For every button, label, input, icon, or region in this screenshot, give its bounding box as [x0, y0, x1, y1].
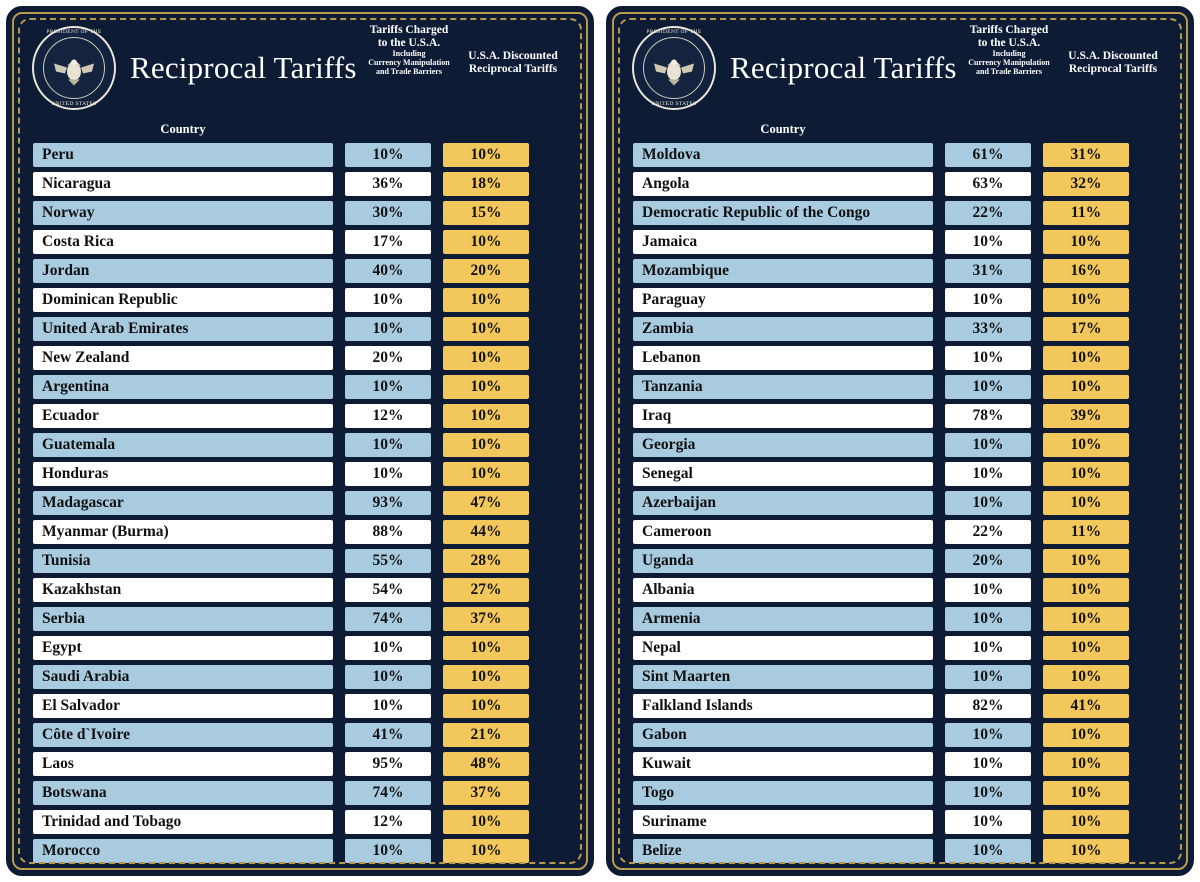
seal-top-text: PRESIDENT OF THE: [646, 29, 702, 35]
right-panel-header: [622, 18, 1178, 130]
charged-tariff-cell: 10%: [944, 606, 1032, 632]
discounted-tariff-cell: 11%: [1042, 200, 1130, 226]
table-row: [632, 258, 1168, 284]
discounted-line1: U.S.A. Discounted: [468, 49, 558, 62]
table-row: [632, 519, 1168, 545]
charged-tariff-cell: 10%: [944, 229, 1032, 255]
table-row: [32, 403, 568, 429]
charged-line3: Including: [392, 48, 426, 58]
table-row: [32, 316, 568, 342]
charged-tariff-cell: 10%: [344, 693, 432, 719]
charged-tariff-cell: 95%: [344, 751, 432, 777]
charged-tariff-cell: 10%: [344, 287, 432, 313]
table-row: [632, 809, 1168, 835]
discounted-tariff-cell: 10%: [442, 403, 530, 429]
discounted-tariff-cell: 37%: [442, 606, 530, 632]
table-row: [32, 809, 568, 835]
table-row: [632, 664, 1168, 690]
discounted-tariff-cell: 10%: [1042, 229, 1130, 255]
table-row: [632, 171, 1168, 197]
country-cell: Tanzania: [632, 374, 934, 400]
country-cell: Costa Rica: [32, 229, 334, 255]
discounted-tariff-cell: 27%: [442, 577, 530, 603]
discounted-tariff-cell: 10%: [1042, 635, 1130, 661]
discounted-tariff-cell: 10%: [442, 316, 530, 342]
country-cell: Armenia: [632, 606, 934, 632]
country-cell: Nicaragua: [32, 171, 334, 197]
table-row: [632, 838, 1168, 864]
discounted-tariff-cell: 10%: [1042, 432, 1130, 458]
discounted-tariff-cell: 32%: [1042, 171, 1130, 197]
charged-tariff-cell: 10%: [944, 461, 1032, 487]
discounted-tariff-cell: 15%: [442, 200, 530, 226]
table-row: [32, 519, 568, 545]
country-cell: Azerbaijan: [632, 490, 934, 516]
charged-tariff-cell: 10%: [944, 780, 1032, 806]
charged-tariff-cell: 10%: [344, 432, 432, 458]
country-cell: Dominican Republic: [32, 287, 334, 313]
discounted-tariff-cell: 10%: [1042, 664, 1130, 690]
table-row: [32, 635, 568, 661]
right-panel: [600, 0, 1200, 882]
charged-tariff-cell: 10%: [344, 838, 432, 864]
charged-tariff-cell: 61%: [944, 142, 1032, 168]
charged-tariff-cell: 63%: [944, 171, 1032, 197]
country-cell: Jordan: [32, 258, 334, 284]
charged-line5: and Trade Barriers: [976, 66, 1042, 76]
charged-tariff-cell: 10%: [944, 287, 1032, 313]
country-cell: Falkland Islands: [632, 693, 934, 719]
discounted-tariff-cell: 10%: [1042, 606, 1130, 632]
country-cell: New Zealand: [32, 345, 334, 371]
table-row: [632, 142, 1168, 168]
table-row: [32, 258, 568, 284]
charged-tariff-cell: 10%: [344, 374, 432, 400]
discounted-tariff-cell: 10%: [1042, 577, 1130, 603]
charged-tariff-cell: 10%: [944, 664, 1032, 690]
table-row: [32, 461, 568, 487]
table-row: [32, 838, 568, 864]
charged-line4: Currency Manipulation: [968, 57, 1050, 67]
charged-tariff-cell: 10%: [944, 490, 1032, 516]
discounted-column-header: [458, 50, 568, 77]
table-row: [632, 548, 1168, 574]
presidential-seal-icon: [632, 26, 716, 110]
discounted-tariff-cell: 39%: [1042, 403, 1130, 429]
country-cell: Belize: [632, 838, 934, 864]
table-row: [32, 751, 568, 777]
discounted-tariff-cell: 10%: [442, 432, 530, 458]
country-cell: Sint Maarten: [632, 664, 934, 690]
charged-line1: Tariffs Charged: [369, 24, 449, 36]
discounted-tariff-cell: 10%: [1042, 780, 1130, 806]
page-title: Reciprocal Tariffs: [730, 50, 957, 85]
charged-tariff-cell: 10%: [944, 374, 1032, 400]
discounted-tariff-cell: 10%: [1042, 490, 1130, 516]
discounted-tariff-cell: 10%: [1042, 838, 1130, 864]
charged-tariff-cell: 10%: [944, 751, 1032, 777]
charged-column-header: [360, 24, 458, 77]
country-cell: Jamaica: [632, 229, 934, 255]
discounted-tariff-cell: 10%: [442, 142, 530, 168]
left-table-body: [22, 142, 578, 864]
country-cell: Serbia: [32, 606, 334, 632]
discounted-tariff-cell: 10%: [442, 461, 530, 487]
country-cell: Uganda: [632, 548, 934, 574]
country-cell: Guatemala: [32, 432, 334, 458]
discounted-tariff-cell: 10%: [1042, 751, 1130, 777]
discounted-tariff-cell: 48%: [442, 751, 530, 777]
table-row: [32, 606, 568, 632]
discounted-tariff-cell: 18%: [442, 171, 530, 197]
discounted-tariff-cell: 10%: [1042, 548, 1130, 574]
charged-tariff-cell: 93%: [344, 490, 432, 516]
discounted-tariff-cell: 10%: [1042, 287, 1130, 313]
discounted-tariff-cell: 28%: [442, 548, 530, 574]
country-cell: Lebanon: [632, 345, 934, 371]
country-cell: Norway: [32, 200, 334, 226]
table-row: [632, 403, 1168, 429]
table-row: [32, 577, 568, 603]
country-cell: Ecuador: [32, 403, 334, 429]
table-row: [632, 635, 1168, 661]
table-row: [632, 780, 1168, 806]
right-panel-board: [606, 6, 1194, 876]
country-cell: Suriname: [632, 809, 934, 835]
table-row: [632, 345, 1168, 371]
table-row: [632, 287, 1168, 313]
table-row: [32, 374, 568, 400]
table-row: [32, 200, 568, 226]
charged-tariff-cell: 55%: [344, 548, 432, 574]
table-row: [632, 461, 1168, 487]
table-row: [32, 432, 568, 458]
charged-tariff-cell: 10%: [344, 664, 432, 690]
country-cell: Morocco: [32, 838, 334, 864]
discounted-tariff-cell: 10%: [442, 635, 530, 661]
table-row: [632, 722, 1168, 748]
discounted-tariff-cell: 10%: [1042, 809, 1130, 835]
charged-tariff-cell: 10%: [944, 345, 1032, 371]
table-row: [32, 780, 568, 806]
charged-tariff-cell: 41%: [344, 722, 432, 748]
charged-line2: to the U.S.A.: [977, 36, 1041, 49]
discounted-tariff-cell: 10%: [442, 664, 530, 690]
discounted-tariff-cell: 10%: [1042, 374, 1130, 400]
discounted-tariff-cell: 10%: [442, 693, 530, 719]
discounted-tariff-cell: 21%: [442, 722, 530, 748]
charged-line4: Currency Manipulation: [368, 57, 450, 67]
right-column-headers: [960, 24, 1168, 81]
charged-tariff-cell: 74%: [344, 780, 432, 806]
charged-tariff-cell: 20%: [944, 548, 1032, 574]
charged-line5: and Trade Barriers: [376, 66, 442, 76]
table-row: [632, 693, 1168, 719]
country-cell: Nepal: [632, 635, 934, 661]
charged-tariff-cell: 10%: [944, 838, 1032, 864]
charged-tariff-cell: 20%: [344, 345, 432, 371]
country-cell: Moldova: [632, 142, 934, 168]
country-cell: Saudi Arabia: [32, 664, 334, 690]
table-row: [32, 142, 568, 168]
discounted-tariff-cell: 10%: [442, 838, 530, 864]
charged-tariff-cell: 10%: [344, 461, 432, 487]
charged-tariff-cell: 36%: [344, 171, 432, 197]
discounted-tariff-cell: 10%: [442, 374, 530, 400]
left-column-headers: [360, 24, 568, 81]
table-row: [32, 490, 568, 516]
charged-tariff-cell: 30%: [344, 200, 432, 226]
discounted-tariff-cell: 37%: [442, 780, 530, 806]
table-row: [632, 606, 1168, 632]
table-row: [632, 490, 1168, 516]
country-cell: Kazakhstan: [32, 577, 334, 603]
discounted-tariff-cell: 31%: [1042, 142, 1130, 168]
table-row: [632, 229, 1168, 255]
table-row: [32, 287, 568, 313]
country-cell: Laos: [32, 751, 334, 777]
table-row: [632, 374, 1168, 400]
charged-line3: Including: [992, 48, 1026, 58]
charged-tariff-cell: 10%: [944, 577, 1032, 603]
country-cell: Mozambique: [632, 258, 934, 284]
discounted-tariff-cell: 20%: [442, 258, 530, 284]
table-row: [632, 200, 1168, 226]
charged-tariff-cell: 82%: [944, 693, 1032, 719]
country-cell: Iraq: [632, 403, 934, 429]
charged-tariff-cell: 10%: [344, 635, 432, 661]
country-cell: Myanmar (Burma): [32, 519, 334, 545]
eagle-glyph: [652, 51, 696, 87]
discounted-tariff-cell: 10%: [442, 809, 530, 835]
country-cell: Gabon: [632, 722, 934, 748]
charged-column-header: [960, 24, 1058, 77]
left-panel-header: [22, 18, 578, 130]
country-cell: United Arab Emirates: [32, 316, 334, 342]
country-cell: Togo: [632, 780, 934, 806]
charged-tariff-cell: 78%: [944, 403, 1032, 429]
charged-tariff-cell: 54%: [344, 577, 432, 603]
charged-tariff-cell: 31%: [944, 258, 1032, 284]
table-row: [632, 316, 1168, 342]
country-cell: Cameroon: [632, 519, 934, 545]
discounted-tariff-cell: 11%: [1042, 519, 1130, 545]
country-cell: Trinidad and Tobago: [32, 809, 334, 835]
charged-tariff-cell: 88%: [344, 519, 432, 545]
discounted-line1: U.S.A. Discounted: [1068, 49, 1158, 62]
charged-tariff-cell: 22%: [944, 519, 1032, 545]
country-cell: Argentina: [32, 374, 334, 400]
discounted-line2: Reciprocal Tariffs: [468, 62, 558, 75]
country-cell: El Salvador: [32, 693, 334, 719]
country-cell: Honduras: [32, 461, 334, 487]
discounted-tariff-cell: 10%: [1042, 461, 1130, 487]
discounted-tariff-cell: 16%: [1042, 258, 1130, 284]
country-cell: Peru: [32, 142, 334, 168]
country-cell: Kuwait: [632, 751, 934, 777]
seal-top-text: PRESIDENT OF THE: [46, 29, 102, 35]
table-row: [632, 432, 1168, 458]
discounted-tariff-cell: 10%: [442, 287, 530, 313]
discounted-tariff-cell: 10%: [1042, 345, 1130, 371]
table-row: [32, 345, 568, 371]
country-cell: Côte d`Ivoire: [32, 722, 334, 748]
country-cell: Paraguay: [632, 287, 934, 313]
eagle-glyph: [52, 51, 96, 87]
country-cell: Angola: [632, 171, 934, 197]
charged-tariff-cell: 22%: [944, 200, 1032, 226]
charged-line2: to the U.S.A.: [377, 36, 441, 49]
table-row: [32, 171, 568, 197]
page-title: Reciprocal Tariffs: [130, 50, 357, 85]
country-column-header: Country: [160, 122, 206, 136]
right-table-body: [622, 142, 1178, 864]
discounted-tariff-cell: 10%: [442, 229, 530, 255]
charged-tariff-cell: 17%: [344, 229, 432, 255]
discounted-tariff-cell: 10%: [1042, 722, 1130, 748]
table-row: [32, 229, 568, 255]
country-cell: Georgia: [632, 432, 934, 458]
table-row: [32, 693, 568, 719]
presidential-seal-icon: [32, 26, 116, 110]
discounted-tariff-cell: 10%: [442, 345, 530, 371]
table-row: [32, 722, 568, 748]
table-row: [632, 577, 1168, 603]
country-cell: Tunisia: [32, 548, 334, 574]
country-cell: Democratic Republic of the Congo: [632, 200, 934, 226]
discounted-column-header: [1058, 50, 1168, 77]
charged-tariff-cell: 74%: [344, 606, 432, 632]
discounted-line2: Reciprocal Tariffs: [1068, 62, 1158, 75]
table-row: [632, 751, 1168, 777]
left-panel-board: [6, 6, 594, 876]
seal-bottom-text: UNITED STATES: [651, 101, 697, 107]
charged-tariff-cell: 12%: [344, 809, 432, 835]
charged-tariff-cell: 10%: [344, 142, 432, 168]
country-cell: Albania: [632, 577, 934, 603]
country-cell: Botswana: [32, 780, 334, 806]
country-cell: Zambia: [632, 316, 934, 342]
charged-tariff-cell: 33%: [944, 316, 1032, 342]
charged-line1: Tariffs Charged: [969, 24, 1049, 36]
table-row: [32, 664, 568, 690]
country-column-header: Country: [760, 122, 806, 136]
discounted-tariff-cell: 17%: [1042, 316, 1130, 342]
charged-tariff-cell: 40%: [344, 258, 432, 284]
charged-tariff-cell: 10%: [944, 809, 1032, 835]
charged-tariff-cell: 12%: [344, 403, 432, 429]
seal-bottom-text: UNITED STATES: [51, 101, 97, 107]
charged-tariff-cell: 10%: [944, 722, 1032, 748]
charged-tariff-cell: 10%: [344, 316, 432, 342]
country-cell: Egypt: [32, 635, 334, 661]
discounted-tariff-cell: 44%: [442, 519, 530, 545]
discounted-tariff-cell: 47%: [442, 490, 530, 516]
country-cell: Senegal: [632, 461, 934, 487]
charged-tariff-cell: 10%: [944, 432, 1032, 458]
discounted-tariff-cell: 41%: [1042, 693, 1130, 719]
country-cell: Madagascar: [32, 490, 334, 516]
charged-tariff-cell: 10%: [944, 635, 1032, 661]
table-row: [32, 548, 568, 574]
